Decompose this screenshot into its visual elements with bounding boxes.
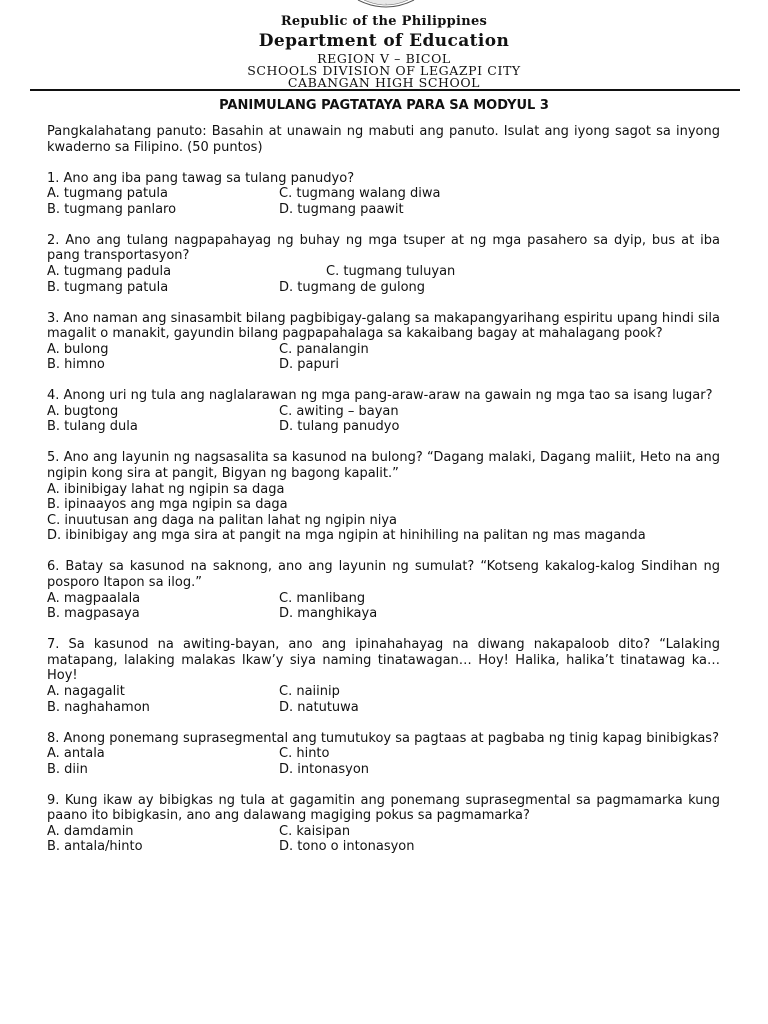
choice-b: B. magpasaya [47,606,140,622]
header-region: REGION V – BICOL [317,51,451,66]
choice-b: B. antala/hinto [47,839,143,855]
question-stem: 6. Batay sa kasunod na saknong, ano ang layunin ng sumulat? “Kotseng kakalog-kalog Sindihan ng posporo Itapon sa ilog.” [47,559,720,590]
choice-a: A. tugmang patula [47,186,168,202]
question-4 [47,388,720,435]
choice-a: A. magpaalala [47,590,141,606]
choice-a: A. bulong [47,341,109,357]
choice-c: C. awiting – bayan [279,403,399,419]
choice-d: D. tono o intonasyon [279,839,415,855]
choice-b: B. ipinaayos ang mga ngipin sa daga [47,497,288,513]
choice-b: B. tulang dula [47,419,138,435]
question-stem: 9. Kung ikaw ay bibigkas ng tula at gagamitin ang ponemang suprasegmental sa pagmamarka kung paano ito bibigkasin, ano ang dalawang magiging pokus sa pagmamarka? [47,792,720,824]
choice-d: D. tugmang paawit [279,201,404,217]
choice-c: C. hinto [279,746,330,762]
choice-c: C. kaisipan [279,823,351,839]
question-6 [47,559,720,621]
choice-a: A. antala [47,746,105,762]
question-stem: 2. Ano ang tulang nagpapahayag ng buhay ng mga tsuper at ng mga pasahero sa dyip, bus at iba pang transportasyon? [47,232,720,264]
instructions: Pangkalahatang panuto: Basahin at unawain ng mabuti ang panuto. Isulat ang iyong sagot sa inyong kwaderno sa Filipino. (50 puntos) [47,124,720,155]
svg-text:~: ~ [385,2,387,6]
choice-d: D. natutuwa [279,699,359,715]
question-stem: 7. Sa kasunod na awiting-bayan, ano ang ipinahahayag na diwang nakapaloob dito? “Lalaking matapang, lalaking malakas Ikaw’y siya naming tinatawagan… Hoy! Halika, halika’t tinatawag ka… Hoy! [47,637,720,684]
header-divider [30,89,740,91]
choice-d: D. manghikaya [279,606,378,622]
choice-b: B. naghahamon [47,699,150,715]
choice-a: A. nagagalit [47,683,125,699]
choice-c: C. manlibang [279,590,366,606]
choice-c: C. naiinip [279,683,340,699]
header-republic: Republic of the Philippines [280,14,488,29]
choice-c: C. inuutusan ang daga na palitan lahat ng ngipin niya [47,512,397,528]
choice-d: D. tulang panudyo [279,419,400,435]
question-3 [47,311,720,373]
header-division: SCHOOLS DIVISION OF LEGAZPI CITY [247,63,521,78]
choice-b: B. himno [47,357,105,373]
question-stem: 5. Ano ang layunin ng nagsasalita sa kasunod na bulong? “Dagang malaki, Dagang maliit, Heto na ang ngipin kong sira at pangit, Bigyan ng bagong kapalit.” [47,450,720,482]
choice-b: B. tugmang patula [47,279,169,295]
question-5 [47,450,720,544]
choice-c: C. tugmang walang diwa [279,186,441,202]
choice-d: D. papuri [279,357,339,373]
header-department: Department of Education [258,31,510,51]
question-8 [47,731,720,778]
document-title: PANIMULANG PAGTATAYA PARA SA MODYUL 3 [219,98,549,113]
question-7 [47,637,720,715]
choice-a: A. tugmang padula [47,263,172,279]
choice-b: B. tugmang panlaro [47,201,177,217]
choice-d: D. ibinibigay ang mga sira at pangit na mga ngipin at hinihiling na palitan ng mas maganda [47,528,646,544]
choice-d: D. tugmang de gulong [279,279,426,295]
choice-c: C. tugmang tuluyan [326,263,456,279]
quiz-content [47,124,720,870]
deped-seal-icon [354,0,418,10]
header-school: CABANGAN HIGH SCHOOL [287,75,481,90]
choice-a: A. bugtong [47,403,119,419]
question-1 [47,171,720,218]
question-9 [47,793,720,855]
choice-b: B. diin [47,761,88,777]
question-stem: 1. Ano ang iba pang tawag sa tulang panudyo? [47,170,355,186]
choice-c: C. panalangin [279,341,369,357]
question-stem: 4. Anong uri ng tula ang naglalarawan ng mga pang-araw-araw na gawain ng mga tao sa isang lugar? [47,388,713,404]
question-stem: 3. Ano naman ang sinasambit bilang pagbibigay-galang sa makapangyarihang espiritu upang hindi sila magalit o manakit, gayundin bilang pagpapahalaga sa kakaibang bagay at mahalagang pook? [47,310,720,342]
choice-a: A. ibinibigay lahat ng ngipin sa daga [47,481,285,497]
question-2 [47,233,720,295]
question-stem: 8. Anong ponemang suprasegmental ang tumutukoy sa pagtaas at pagbaba ng tinig kapag binibigkas? [47,730,719,746]
choice-d: D. intonasyon [279,761,370,777]
choice-a: A. damdamin [47,823,134,839]
